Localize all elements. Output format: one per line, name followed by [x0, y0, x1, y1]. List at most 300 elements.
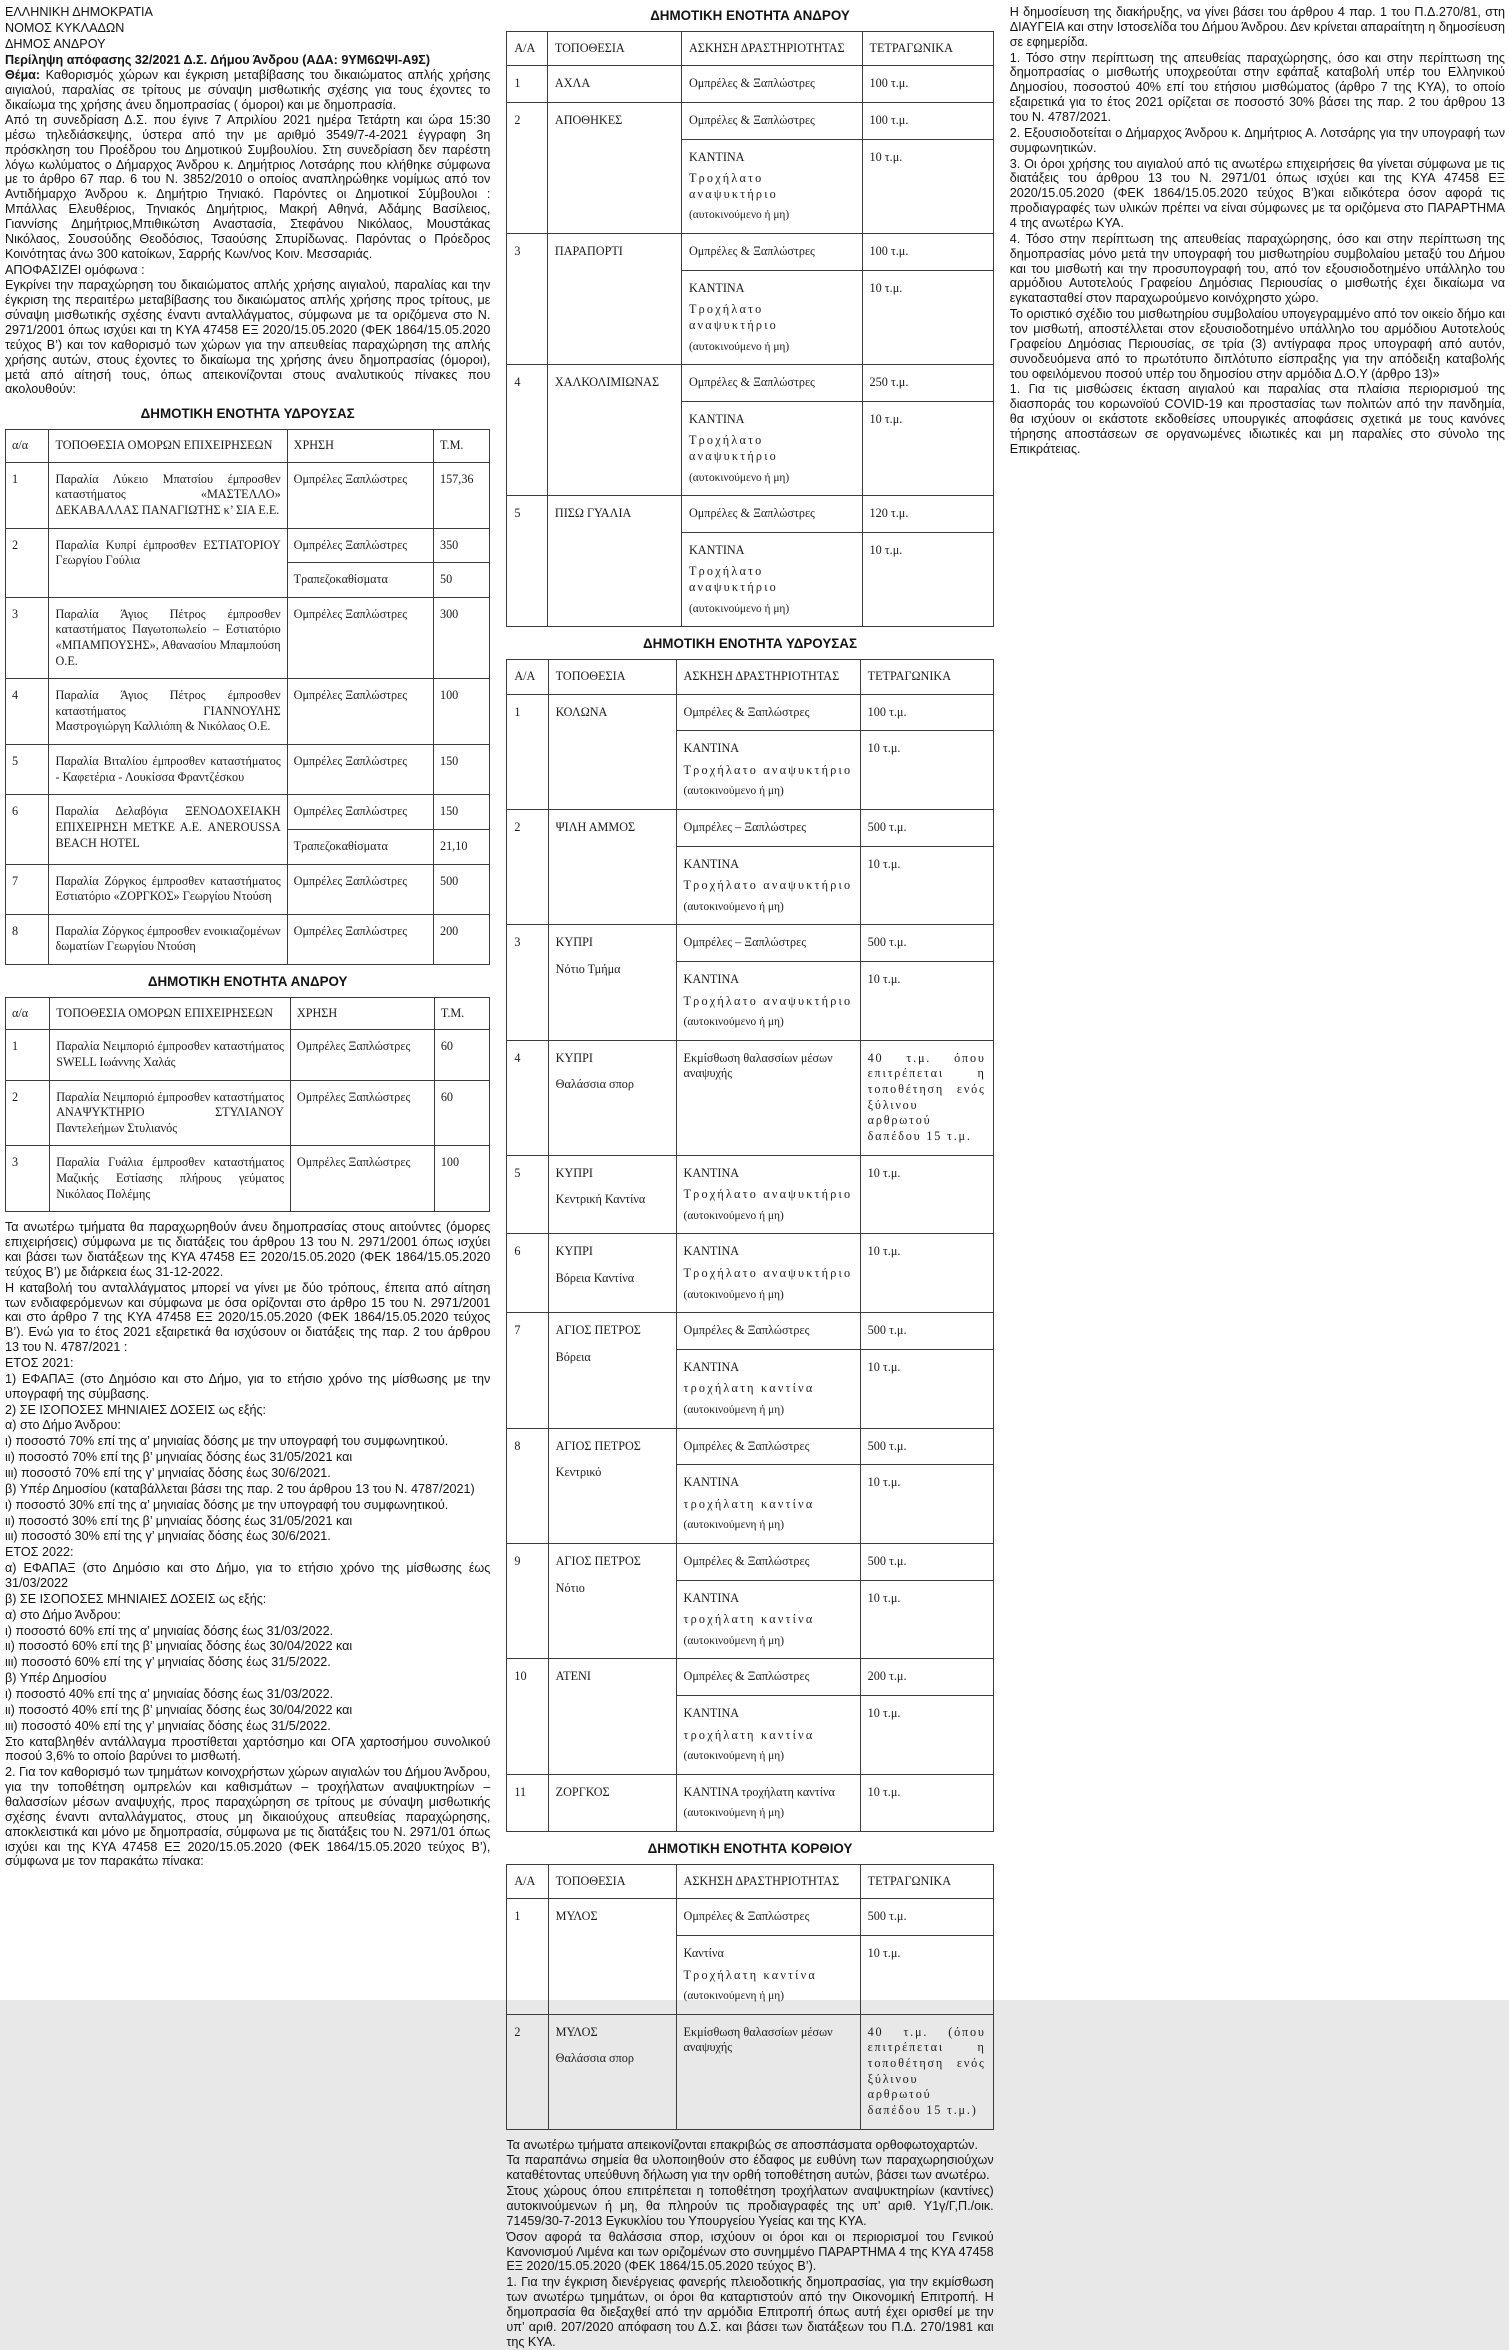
activity-line: Τροχήλατο αναψυκτήριο [688, 302, 778, 332]
document-header [5, 5, 490, 52]
activity-line: Τροχήλατο αναψυκτήριο [683, 762, 853, 777]
cell-location: Παραλία Άγιος Πέτρος έμπροσθεν καταστήματος ΓΙΑΝΝΟΥΛΗΣ Μαστρογιώργη Καλλιόπη & Νικόλαος Ο.Ε. [49, 679, 287, 745]
left-column [5, 5, 490, 2000]
cell-sqm: 10 τ.μ. [860, 1349, 993, 1428]
cell-activity [676, 1899, 860, 1936]
table-row [507, 1428, 993, 1465]
paragraph: α) στο Δήμο Άνδρου: [5, 1418, 121, 1433]
location-line: ΑΓΙΟΣ ΠΕΤΡΟΣ [555, 1323, 641, 1338]
paragraph: Το οριστικό σχέδιο του μισθωτηρίου συμβολαίου υπογεγραμμένο από τον οικείο δήμο και τον μισθωτή, αποστέλλεται στον εξουσιοδοτημένο υπάλληλο του αρμόδιου Αυτοτελούς Γραφείου Δημόσιας Περιουσίας, σε τρία (3) αντίγραφα προς υπογραφή από αυτόν, συνοδευόμενα από το πρωτότυπο διπλότυπο είσπραξης για την απόδειξη καταβολής του οφειλόμενου ποσού υπέρ του δημοσίου στην αρμόδια Δ.Ο.Υ (άρθρο 13)» [1009, 307, 1505, 381]
cell-sqm: 350 [433, 528, 489, 563]
activity-line: Ομπρέλες & Ξαπλώστρες [688, 113, 815, 128]
paragraph: ιιι) ποσοστό 30% επί της γ’ μηνιαίας δόσης έως 30/6/2021. [5, 1529, 331, 1544]
paragraph: ιι) ποσοστό 60% επί της β’ μηνιαίας δόσης έως 30/04/2022 και [5, 1639, 353, 1654]
table-row [507, 1155, 993, 1234]
paragraph: Στο καταβληθέν αντάλλαγμα προστίθεται χαρτόσημο και ΟΓΑ χαρτοσήμου συνολικού ποσού 3,6% το οποίο βαρύνει το μισθωτή. [5, 1734, 491, 1764]
cell-sqm: 21,10 [433, 829, 489, 864]
cell-location [548, 1899, 676, 2014]
cell-location [548, 1313, 676, 1428]
cell-index: 3 [6, 597, 49, 678]
cell-activity [676, 1659, 860, 1696]
table-row [507, 103, 993, 140]
paragraph: 4. Τόσο στην περίπτωση της απευθείας παραχώρησης, όσο και στην περίπτωση της δημοπρασίας μόνο μετά την υπογραφή του μισθωτηρίου συμβολαίου μεταξύ του Δήμου και του μισθωτή και την προσυπογραφή του, από τον εξουσιοδοτημένο υπάλληλο του αρμόδιου Αυτοτελούς Γραφείου Δημόσιας Περιουσίας ο μισθωτής έχει δικαίωμα να εγκατασταθεί στον παραχωρούμενο κοινόχρηστο χώρο. [1009, 231, 1505, 306]
cell-index: 2 [507, 810, 548, 925]
table-row [507, 1313, 993, 1350]
data-table [506, 659, 993, 1832]
activity-line: ΚΑΝΤΙΝΑ [683, 1359, 740, 1374]
table-korthiou [506, 1864, 993, 2130]
cell-activity [676, 731, 860, 810]
cell-location [548, 925, 676, 1040]
cell-sqm: 500 [433, 864, 489, 914]
table-header-cell: ΑΣΚΗΣΗ ΔΡΑΣΤΗΡΙΟΤΗΤΑΣ [676, 659, 860, 694]
cell-location [547, 234, 681, 365]
paragraph: α) στο Δήμο Άνδρου: [5, 1607, 121, 1622]
location-line: ΑΤΕΝΙ [555, 1669, 591, 1684]
cell-sqm: 500 τ.μ. [860, 810, 993, 847]
activity-line: ΚΑΝΤΙΝΑ τροχήλατη καντίνα [683, 1784, 835, 1799]
location-line: ΜΥΛΟΣ [555, 1909, 598, 1924]
cell-activity [681, 66, 862, 103]
cell-location [547, 103, 681, 234]
cell-activity [681, 234, 862, 271]
cell-sqm: 500 τ.μ. [860, 1543, 993, 1580]
cell-use: Ομπρέλες Ξαπλώστρες [287, 914, 433, 964]
table-header-cell: ΧΡΗΣΗ [290, 997, 434, 1030]
cell-location [548, 810, 676, 925]
location-line: Θαλάσσια σπορ [555, 2051, 634, 2066]
location-line: ΠΑΡΑΠΟΡΤΙ [554, 244, 623, 259]
cell-sqm: 250 τ.μ. [862, 365, 993, 402]
cell-activity [676, 2014, 860, 2129]
activity-line: ΚΑΝΤΙΝΑ [683, 1475, 740, 1490]
table-header-cell: ΑΣΚΗΣΗ ΔΡΑΣΤΗΡΙΟΤΗΤΑΣ [676, 1864, 860, 1899]
activity-line: (αυτοκινούμενο ή μη) [688, 471, 790, 484]
location-line: ΖΟΡΓΚΟΣ [555, 1784, 610, 1799]
location-line: Βόρεια [555, 1349, 591, 1364]
activity-line: ΚΑΝΤΙΝΑ [688, 149, 745, 164]
activity-line: (αυτοκινούμενη ή μη) [683, 1807, 785, 1820]
activity-line: ΚΑΝΤΙΝΑ [683, 856, 740, 871]
activity-line: ΚΑΝΤΙΝΑ [683, 1165, 740, 1180]
paragraph: ιι) ποσοστό 30% επί της β’ μηνιαίας δόσης έως 31/05/2021 και [5, 1513, 353, 1528]
cell-use: Ομπρέλες Ξαπλώστρες [287, 679, 433, 745]
activity-line: (αυτοκινούμενο ή μη) [683, 785, 784, 798]
location-line: Βόρεια Καντίνα [555, 1270, 635, 1285]
activity-line: ΚΑΝΤΙΝΑ [688, 280, 745, 295]
table-androu-left [5, 997, 490, 1212]
cell-activity [676, 1465, 860, 1544]
activity-line: Τροχήλατο αναψυκτήριο [688, 433, 778, 463]
cell-use: Τραπεζοκαθίσματα [287, 563, 433, 598]
activity-line: Τροχήλατο αναψυκτήριο [683, 1187, 853, 1202]
cell-location [548, 1040, 676, 1155]
cell-index: 8 [507, 1428, 548, 1543]
cell-use: Ομπρέλες Ξαπλώστρες [287, 864, 433, 914]
table-header-cell: Τ.Μ. [434, 997, 490, 1030]
cell-index: 2 [6, 1080, 50, 1146]
cell-location: Παραλία Γυάλια έμπροσθεν καταστήματος Μαζικής Εστίασης πλήρους γεύματος Νικόλαος Πολέμης [50, 1146, 291, 1212]
table-header-cell: ΑΣΚΗΣΗ ΔΡΑΣΤΗΡΙΟΤΗΤΑΣ [681, 31, 862, 66]
paragraph: Τα ανωτέρω τμήματα θα παραχωρηθούν άνευ δημοπρασίας στους αιτούντες (όμορες επιχειρήσεις) σύμφωνα με τις διατάξεις του άρθρου 13 του Ν. 2971/2001 όπως ισχύει και βάσει των διατάξεων της ΚΥΑ 47458 ΕΞ 2020/15.05.2020 (ΦΕΚ 1864/15.05.2020 τεύχος Β’) με διάρκεια έως 31-12-2022. [5, 1220, 491, 1279]
cell-location [548, 1774, 676, 1831]
cell-sqm: 200 τ.μ. [860, 1659, 993, 1696]
table-header-cell: ΤΟΠΟΘΕΣΙΑ [548, 659, 676, 694]
table-row [507, 1234, 993, 1313]
cell-activity [676, 962, 860, 1041]
cell-sqm: 500 τ.μ. [860, 1899, 993, 1936]
activity-line: τροχήλατη καντίνα [683, 1496, 815, 1511]
cell-sqm: 10 τ.μ. [860, 1696, 993, 1775]
paragraph: ΕΤΟΣ 2022: [5, 1545, 74, 1560]
activity-line: Ομπρέλες & Ξαπλώστρες [683, 1909, 810, 1924]
section-title-korthiou: ΔΗΜΟΤΙΚΗ ΕΝΟΤΗΤΑ ΚΟΡΘΙΟΥ [647, 1841, 853, 1857]
session-paragraph: Από τη συνεδρίαση Δ.Σ. που έγινε 7 Απριλίου 2021 ημέρα Τετάρτη και ώρα 15:30 μέσω τηλεδιάσκεψης, ύστερα από την με αριθμό 3549/7-4-2021 έγγραφη 3η πρόσκληση του Προέδρου του Δημοτικού Συμβουλίου. Στη συνεδρίαση δεν παρέστη λόγω κωλύματος ο Δήμαρχος Άνδρου κ. Δημήτριος Λοτσάρης που κλήθηκε σύμφωνα με το άρθρο 67 παρ. 6 του Ν. 3852/2010 ο οποίος αναπληρώθηκε νομίμως από τον Αντιδήμαρχο Άνδρου κ. Δημήτριο Τηνιακό. Παρόντες οι Δημοτικοί Σύμβουλοι : Μπάλλας Ελευθέριος, Τηνιακός Δημήτριος, Μακρή Αθηνά, Αδάμης Βασίλειος, Γιαννίσης Δημήτριος,Μπιθικώτση Αναστασία, Στεφάνου Νικόλαος, Μουστάκας Νικόλαος, Σουσούδης Θεοδόσιος, Τσαούσης Σπυρίδωνας. Παρόντας ο Πρόεδρος Κοινότητας άνω 300 κατοίκων, Σαρρής Κων/νος Κοιν. Μεσσαριάς. [5, 113, 491, 261]
subject-paragraph [5, 68, 490, 113]
paragraph: 1. Για τις μισθώσεις έκταση αιγιαλού και παραλίας στα πλαίσια περιορισμού της διασποράς του κορωνοϊού COVID-19 και προστασίας των πολιτών από την πανδημία, θα ισχύουν οι εκάστοτε εκδοθείσες υπουργικές αποφάσεις σχετικά με τους κανόνες τήρησης αποστάσεων σε οργανωμένες ιδιωτικές και μη παραλίες στο σύνολο της Επικράτειας. [1009, 382, 1505, 456]
decision-paragraph: Εγκρίνει την παραχώρηση του δικαιώματος απλής χρήσης αιγιαλού, παραλίας και την έγκριση της περαιτέρω μεταβίβασης του δικαιώματος απλής χρήσης προς τρίτους, με σύναψη μισθωτικής σχέσης έναντι ανταλλάγματος, σύμφωνα με τα οριζόμενα στο Ν. 2971/2001 όπως ισχύει και τη ΚΥΑ 47458 ΕΞ 2020/15.05.2020 (ΦΕΚ 1864/15.05.2020 τεύχος Β’) και τον καθορισμό των χώρων για την απευθείας παραχώρηση της απλής χρήσης αυτών, στους έχοντες το δικαίωμα της χρήσης άνευ δημοπρασίας (όμοροι), μετά από αίτησή τους, όπως απεικονίζονται στους αναλυτικούς πίνακες που ακολουθούν: [5, 278, 491, 397]
cell-sqm: 200 [433, 914, 489, 964]
table-row [507, 496, 993, 533]
paragraph: Η δημοσίευση της διακήρυξης, να γίνει βάσει του άρθρου 4 παρ. 1 του Π.Δ.270/81, στη ΔΙΑΥΓΕΙΑ και στην Ιστοσελίδα του Δήμου Άνδρου. Δεν κρίνεται απαραίτητη η δημοσίευση σε εφημερίδα. [1009, 5, 1505, 49]
location-line: ΠΙΣΩ ΓΥΑΛΙΑ [554, 506, 632, 521]
activity-line: Καντίνα [683, 1946, 724, 1961]
cell-activity [676, 925, 860, 962]
table-row [507, 234, 993, 271]
decision-title: Περίληψη απόφασης 32/2021 Δ.Σ. Δήμου Άνδρου (ΑΔΑ: 9ΥΜ6ΩΨΙ-Α9Σ) [5, 52, 431, 67]
activity-line: (αυτοκινούμενο ή μη) [683, 1288, 784, 1301]
table-header-cell: ΤΕΤΡΑΓΩΝΙΚΑ [860, 1864, 993, 1899]
cell-use: Ομπρέλες Ξαπλώστρες [287, 745, 433, 795]
paragraph: Η καταβολή του ανταλλάγματος μπορεί να γίνει με δύο τρόπους, έπειτα από αίτηση των ενδιαφερόμενων και σύμφωνα με όσα ορίζονται στο άρθρο 15 του Ν. 2971/2001 και στο άρθρο 7 της ΚΥΑ 47458 ΕΞ 2020/15.05.2020 (ΦΕΚ 1864/15.05.2020 τεύχος Β’). Ενώ για το έτος 2021 εξαιρετικά θα ισχύσουν οι διατάξεις της παρ. 2 του άρθρου 13 του Ν. 4787/2021 : [5, 1280, 491, 1355]
cell-index: 3 [507, 925, 548, 1040]
table-row [507, 810, 993, 847]
cell-sqm: 300 [433, 597, 489, 678]
activity-line: τροχήλατη καντίνα [683, 1727, 815, 1742]
location-line: ΚΥΠΡΙ [555, 1165, 593, 1180]
location-line: ΑΓΙΟΣ ΠΕΤΡΟΣ [555, 1553, 641, 1568]
activity-line: Ομπρέλες & Ξαπλώστρες [688, 244, 815, 259]
table-row [507, 66, 993, 103]
cell-sqm: 100 τ.μ. [860, 694, 993, 731]
activity-line: ΚΑΝΤΙΝΑ [688, 411, 745, 426]
cell-location [548, 1234, 676, 1313]
cell-sqm: 10 τ.μ. [860, 1155, 993, 1234]
cell-sqm: 120 τ.μ. [862, 496, 993, 533]
table-ydrousas-left [5, 429, 490, 965]
cell-activity [681, 532, 862, 626]
paragraph: ΝΟΜΟΣ ΚΥΚΛΑΔΩΝ [5, 20, 125, 35]
cell-sqm: 10 τ.μ. [862, 532, 993, 626]
cell-index: 6 [507, 1234, 548, 1313]
table-row [507, 1040, 993, 1155]
cell-sqm: 10 τ.μ. [862, 139, 993, 233]
cell-location [548, 1155, 676, 1234]
activity-line: ΚΑΝΤΙΝΑ [683, 1590, 740, 1605]
cell-location [548, 694, 676, 809]
table-ydrousas [506, 659, 993, 1832]
right-body-text [1010, 5, 1505, 457]
cell-sqm: 50 [433, 563, 489, 598]
cell-use: Ομπρέλες Ξαπλώστρες [290, 1146, 434, 1212]
table-header-cell: α/α [6, 997, 50, 1030]
activity-line: (αυτοκινούμενη ή μη) [683, 1519, 785, 1532]
cell-location: Παραλία Νειμποριό έμπροσθεν καταστήματος SWELL Ιωάννης Χαλάς [50, 1030, 291, 1080]
cell-index: 2 [6, 528, 49, 597]
location-line: ΚΥΠΡΙ [555, 1244, 593, 1259]
cell-sqm: 157,36 [433, 462, 489, 528]
middle-body-text [506, 2138, 993, 2350]
paragraph: ιι) ποσοστό 40% επί της β’ μηνιαίας δόσης έως 30/04/2022 και [5, 1702, 353, 1717]
cell-sqm: 10 τ.μ. [860, 1936, 993, 2015]
paragraph: Όσον αφορά τα θαλάσσια σπορ, ισχύουν οι όροι και οι περιορισμοί του Γενικού Κανονισμού Λιμένα και των οριζομένων στο συνημμένο ΠΑΡΑΡΤΗΜΑ 4 της ΚΥΑ 47458 ΕΞ 2020/15.05.2020 (ΦΕΚ 1864/15.05.2020 τεύχος Β’). [506, 2229, 994, 2274]
cell-use: Ομπρέλες Ξαπλώστρες [290, 1080, 434, 1146]
activity-line: Τροχήλατο αναψυκτήριο [683, 878, 853, 893]
paragraph: ιιι) ποσοστό 40% επί της γ’ μηνιαίας δόσης έως 31/5/2022. [5, 1718, 331, 1733]
cell-index: 8 [6, 914, 49, 964]
activity-line: (αυτοκινούμενο ή μη) [688, 340, 790, 353]
location-line: ΨΙΛΗ ΑΜΜΟΣ [555, 820, 636, 834]
table-header-cell: Α/Α [507, 1864, 548, 1899]
spacer [506, 2130, 993, 2138]
paragraph: β) Υπέρ Δημοσίου [5, 1671, 107, 1686]
activity-line: Ομπρέλες & Ξαπλώστρες [683, 1323, 810, 1338]
cell-location: Παραλία Κυπρί έμπροσθεν ΕΣΤΙΑΤΟΡΙΟΥ Γεωργίου Γούλια [49, 528, 287, 597]
table-header-cell: ΤΟΠΟΘΕΣΙΑ ΟΜΟΡΩΝ ΕΠΙΧΕΙΡΗΣΕΩΝ [50, 997, 291, 1030]
cell-index: 1 [6, 1030, 50, 1080]
data-table [506, 31, 993, 627]
cell-use: Ομπρέλες Ξαπλώστρες [287, 597, 433, 678]
activity-line: Ομπρέλες – Ξαπλώστρες [683, 820, 807, 834]
activity-line: Ομπρέλες & Ξαπλώστρες [683, 704, 810, 719]
cell-location [548, 1428, 676, 1543]
cell-activity [681, 139, 862, 233]
activity-line: (αυτοκινούμενο ή μη) [683, 900, 784, 913]
cell-use: Ομπρέλες Ξαπλώστρες [287, 795, 433, 830]
table-row [6, 462, 490, 528]
subject-label: Θέμα: [5, 68, 41, 83]
table-header-row [507, 1864, 993, 1899]
cell-index: 5 [6, 745, 49, 795]
table-header-cell: ΤΟΠΟΘΕΣΙΑ [547, 31, 681, 66]
activity-line: Τροχήλατο αναψυκτήριο [688, 171, 778, 201]
cell-activity [676, 694, 860, 731]
paragraph: 1) ΕΦΑΠΑΞ (στο Δημόσιο και στο Δήμο, για το ετήσιο χρόνο της μίσθωσης με την υπογραφή της σύμβασης. [5, 1371, 491, 1401]
paragraph: Τα παραπάνω σημεία θα υλοποιηθούν στο έδαφος με ευθύνη των παραχωρησιούχων καταθέτοντας υπεύθυνη δήλωση για την ορθή τοποθέτηση αυτών, βάσει των ανωτέρω. [506, 2153, 994, 2183]
cell-sqm: 10 τ.μ. [862, 270, 993, 364]
activity-line: (αυτοκινούμενο ή μη) [683, 1016, 784, 1029]
table-header-row [6, 997, 490, 1030]
activity-line: Εκμίσθωση θαλασσίων μέσων αναψυχής [683, 1050, 833, 1081]
cell-index: 3 [6, 1146, 50, 1212]
paragraph: 2) ΣΕ ΙΣΟΠΟΣΕΣ ΜΗΝΙΑΙΕΣ ΔΟΣΕΙΣ ως εξής: [5, 1402, 267, 1417]
cell-index: 9 [507, 1543, 548, 1658]
table-row [6, 1146, 490, 1212]
cell-sqm: 150 [433, 745, 489, 795]
table-header-cell: ΤΕΤΡΑΓΩΝΙΚΑ [862, 31, 993, 66]
table-row [507, 694, 993, 731]
activity-line: (αυτοκινούμενο ή μη) [688, 209, 790, 222]
cell-index: 2 [507, 2014, 548, 2129]
table-header-cell: ΤΟΠΟΘΕΣΙΑ ΟΜΟΡΩΝ ΕΠΙΧΕΙΡΗΣΕΩΝ [49, 430, 287, 463]
cell-sqm: 500 τ.μ. [860, 925, 993, 962]
table-header-row [6, 430, 490, 463]
location-line: ΑΧΛΑ [554, 76, 591, 91]
paragraph: ι) ποσοστό 60% επί της α’ μηνιαίας δόσης έως 31/03/2022. [5, 1623, 334, 1638]
cell-sqm: 100 [433, 679, 489, 745]
data-table [506, 1864, 993, 2130]
cell-sqm: 10 τ.μ. [860, 1465, 993, 1544]
activity-line: Ομπρέλες & Ξαπλώστρες [683, 1438, 810, 1453]
middle-column [506, 5, 994, 2349]
paragraph: ιιι) ποσοστό 70% επί της γ’ μηνιαίας δόσης έως 30/6/2021. [5, 1466, 331, 1480]
cell-index: 1 [507, 1899, 548, 2014]
activity-line: Τροχήλατο αναψυκτήριο [683, 1265, 853, 1280]
activity-line: Ομπρέλες – Ξαπλώστρες [683, 935, 807, 950]
activity-line: ΚΑΝΤΙΝΑ [683, 972, 740, 987]
paragraph: 1. Τόσο στην περίπτωση της απευθείας παραχώρησης, όσο και στην περίπτωση της δημοπρασίας ο μισθωτής υποχρεούται στην εφάπαξ καταβολή υπέρ του Ελληνικού Δημοσίου, ποσοστού 40% επί του ετήσιου μισθώματος (άρθρο 7 της ΚΥΑ), το οποίο εξαιρετικά για το έτος 2021 ορίζεται σε ποσοστό 30% βάσει της παρ. 2 του άρθρου 13 του Ν. 4787/2021. [1009, 50, 1505, 125]
table-header-cell: Τ.Μ. [433, 430, 489, 463]
data-table [5, 997, 490, 1212]
cell-sqm: 10 τ.μ. [860, 731, 993, 810]
cell-index: 7 [6, 864, 49, 914]
table-header-cell: ΧΡΗΣΗ [287, 430, 433, 463]
left-body-text [5, 1220, 490, 1869]
activity-line: ΚΑΝΤΙΝΑ [683, 741, 740, 756]
cell-sqm: 100 τ.μ. [862, 234, 993, 271]
cell-location: Παραλία Βιταλίου έμπροσθεν καταστήματος - Καφετέρια - Λουκίσσα Φραντζέσκου [49, 745, 287, 795]
location-line: ΚΟΛΩΝΑ [555, 704, 608, 719]
activity-line: Τροχήλατη καντίνα [683, 1967, 817, 1982]
activity-line: ΚΑΝΤΙΝΑ [688, 542, 745, 557]
cell-location: Παραλία Άγιος Πέτρος έμπροσθεν καταστήματος Παγωτοπωλείο – Εστιατόριο «ΜΠΑΜΠΟΥΣΗΣ», Αθανασίου Μπαμπούση Ο.Ε. [49, 597, 287, 678]
cell-location [548, 2014, 676, 2129]
activity-line: Ομπρέλες & Ξαπλώστρες [688, 76, 815, 91]
cell-index: 5 [507, 1155, 548, 1234]
cell-sqm: 100 τ.μ. [862, 103, 993, 140]
cell-sqm: 60 [434, 1030, 490, 1080]
activity-line: Τροχήλατο αναψυκτήριο [688, 564, 778, 594]
paragraph: ΕΛΛΗΝΙΚΗ ΔΗΜΟΚΡΑΤΙΑ [5, 5, 153, 19]
cell-sqm: 500 τ.μ. [860, 1313, 993, 1350]
location-line: Θαλάσσια σπορ [555, 1077, 634, 1092]
cell-index: 3 [507, 234, 548, 365]
cell-activity [676, 1313, 860, 1350]
cell-location: Παραλία Νειμποριό έμπροσθεν καταστήματος ΑΝΑΨΥΚΤΗΡΙΟ ΣΤΥΛΙΑΝΟΥ Παντελεήμων Στυλιανός [50, 1080, 291, 1146]
paragraph: β) Υπέρ Δημοσίου (καταβάλλεται βάσει της παρ. 2 του άρθρου 13 του Ν. 4787/2021) [5, 1481, 475, 1496]
paragraph: Τα ανωτέρω τμήματα απεικονίζονται επακριβώς σε αποσπάσματα ορθοφωτοχαρτών. [506, 2137, 978, 2152]
paragraph: ιι) ποσοστό 70% επί της β’ μηνιαίας δόσης έως 31/05/2021 και [5, 1450, 353, 1465]
cell-activity [676, 1936, 860, 2015]
cell-index: 2 [507, 103, 548, 234]
cell-index: 1 [6, 462, 49, 528]
right-column [1010, 5, 1505, 2000]
table-row [507, 925, 993, 962]
table-row [507, 1899, 993, 1936]
paragraph: ΔΗΜΟΣ ΑΝΔΡΟΥ [5, 36, 106, 51]
paragraph: Στους χώρους όπου επιτρέπεται η τοποθέτηση τροχήλατων αναψυκτηρίων (καντίνες) αυτοκινούμενων ή μη, θα πληρούν τις προδιαγραφές της υπ’ αριθ. Υ1γ/Γ,Π./οικ. 71459/30-7-2013 Εγκυκλίου του Υπουργείου Υγείας και της ΚΥΑ. [506, 2184, 994, 2228]
cell-index: 7 [507, 1313, 548, 1428]
location-line: Νότιο Τμήμα [555, 962, 621, 977]
activity-line: (αυτοκινούμενο ή μη) [683, 1209, 784, 1222]
paragraph: ΕΤΟΣ 2021: [5, 1355, 74, 1370]
table-row [507, 1543, 993, 1580]
cell-sqm: 10 τ.μ. [860, 1774, 993, 1831]
activity-line: (αυτοκινούμενη ή μη) [683, 1634, 785, 1647]
cell-sqm: 10 τ.μ. [860, 1580, 993, 1659]
cell-sqm: 40 τ.μ. (όπου επιτρέπεται η τοποθέτηση ενός ξύλινου αρθρωτού δαπέδου 15 τ.μ.) [860, 2014, 993, 2129]
cell-activity [676, 1580, 860, 1659]
cell-location: Παραλία Λύκειο Μπατσίου έμπροσθεν καταστήματος «ΜΑΣΤΕΛΛΟ» ΔΕΚΑΒΑΛΛΑΣ ΠΑΝΑΓΙΩΤΗΣ κ’ ΣΙΑ Ε.Ε. [49, 462, 287, 528]
table-header-cell: ΤΕΤΡΑΓΩΝΙΚΑ [860, 659, 993, 694]
table-row [6, 914, 490, 964]
cell-use: Ομπρέλες Ξαπλώστρες [290, 1030, 434, 1080]
paragraph: 3. Οι όροι χρήσης του αιγιαλού από τις ανωτέρω επιχειρήσεις θα γίνεται σύμφωνα με τις διατάξεις του άρθρου 13 του Ν. 2971/01 όπως ισχύει και της ΚΥΑ 47458 ΕΞ 2020/15.05.2020 (ΦΕΚ 1864/15.05.2020 τεύχος Β’)και ειδικότερα όσον αφορά τις προδιαγραφές των υλικών πρέπει να είναι σύμφωνες με τα οριζόμενα στο ΠΑΡΑΡΤΗΜΑ 4 της ανωτέρω ΚΥΑ. [1009, 156, 1505, 231]
location-line: ΚΥΠΡΙ [555, 935, 593, 950]
location-line: Κεντρικό [555, 1465, 602, 1480]
table-row [6, 679, 490, 745]
cell-activity [681, 496, 862, 533]
cell-index: 10 [507, 1659, 548, 1774]
table-row [6, 745, 490, 795]
cell-index: 1 [507, 694, 548, 809]
activity-line: Ομπρέλες & Ξαπλώστρες [688, 506, 815, 521]
cell-sqm: 10 τ.μ. [860, 1234, 993, 1313]
cell-index: 4 [507, 365, 548, 496]
cell-index: 11 [507, 1774, 548, 1831]
cell-use: Τραπεζοκαθίσματα [287, 829, 433, 864]
table-row [6, 528, 490, 563]
cell-sqm: 10 τ.μ. [860, 846, 993, 925]
location-line: ΑΠΟΘΗΚΕΣ [554, 113, 623, 128]
table-row [507, 365, 993, 402]
subject-text: Καθορισμός χώρων και έγκριση μεταβίβασης του δικαιώματος απλής χρήσης αιγιαλού, παραλίας σε τρίτους με σύναψη μισθωτικής σχέσης για τους έχοντες το δικαίωμα της χρήσης άνευ δημοπρασίας ( όμοροι) και με δημοπρασία. [5, 68, 491, 113]
paragraph: ι) ποσοστό 30% επί της α’ μηνιαίας δόσης με την υπογραφή του συμφωνητικού. [5, 1497, 449, 1512]
cell-index: 4 [6, 679, 49, 745]
table-row [6, 795, 490, 830]
data-table [5, 429, 490, 965]
cell-location [547, 66, 681, 103]
table-header-cell: ΤΟΠΟΘΕΣΙΑ [548, 1864, 676, 1899]
cell-sqm: 10 τ.μ. [860, 962, 993, 1041]
cell-use: Ομπρέλες Ξαπλώστρες [287, 462, 433, 528]
cell-location [547, 496, 681, 627]
paragraph: 2. Εξουσιοδοτείται ο Δήμαρχος Άνδρου κ. Δημήτριος Α. Λοτσάρης για την υπογραφή των συμφωνητικών. [1009, 125, 1505, 155]
location-line: ΧΑΛΚΟΛΙΜΙΩΝΑΣ [554, 375, 660, 390]
cell-sqm: 100 [434, 1146, 490, 1212]
paragraph: β) ΣΕ ΙΣΟΠΟΣΕΣ ΜΗΝΙΑΙΕΣ ΔΟΣΕΙΣ ως εξής: [5, 1591, 267, 1606]
cell-location: Παραλία Ζόργκος έμπροσθεν καταστήματος Εστιατόριο «ΖΟΡΓΚΟΣ» Γεωργίου Ντούση [49, 864, 287, 914]
cell-index: 5 [507, 496, 548, 627]
table-androu [506, 31, 993, 627]
spacer [5, 1212, 490, 1220]
cell-activity [676, 810, 860, 847]
activity-line: (αυτοκινούμενη ή μη) [683, 1403, 785, 1416]
activity-line: Εκμίσθωση θαλασσίων μέσων αναψυχής [683, 2024, 833, 2055]
table-row [6, 864, 490, 914]
cell-activity [676, 1155, 860, 1234]
cell-index: 4 [507, 1040, 548, 1155]
cell-activity [676, 1040, 860, 1155]
paragraph: 2. Για τον καθορισμό των τμημάτων κοινοχρήστων χώρων αιγιαλών του Δήμου Άνδρου, για την τοποθέτηση ομπρελών και καθισμάτων – τροχήλατων αναψυκτηρίων – θαλασσίων μέσων αναψυχής, προς παραχώρηση σε τρίτους με σύναψη μισθωτικής σχέσης έναντι ανταλλάγματος, στους μη δικαιούχους απευθείας παραχώρησης, αποκλειστικά και μόνο με δημοπρασία, σύμφωνα με τις διατάξεις του Ν. 2971/01 όπως ισχύει και της ΚΥΑ 47458 ΕΞ 2020/15.05.2020 (ΦΕΚ 1864/15.05.2020 τεύχος Β’), σύμφωνα με τον παρακάτω πίνακα: [5, 1765, 491, 1869]
activity-line: (αυτοκινούμενη ή μη) [683, 1750, 785, 1763]
cell-activity [676, 1774, 860, 1831]
paragraph: ι) ποσοστό 70% επί της α’ μηνιαίας δόσης με την υπογραφή του συμφωνητικού. [5, 1434, 449, 1449]
location-line: ΜΥΛΟΣ [555, 2024, 598, 2039]
section-title-androu: ΔΗΜΟΤΙΚΗ ΕΝΟΤΗΤΑ ΑΝΔΡΟΥ [650, 8, 850, 23]
section-title-androu-left: ΔΗΜΟΤΙΚΗ ΕΝΟΤΗΤΑ ΑΝΔΡΟΥ [147, 973, 348, 989]
activity-line: τροχήλατη καντίνα [683, 1612, 815, 1627]
